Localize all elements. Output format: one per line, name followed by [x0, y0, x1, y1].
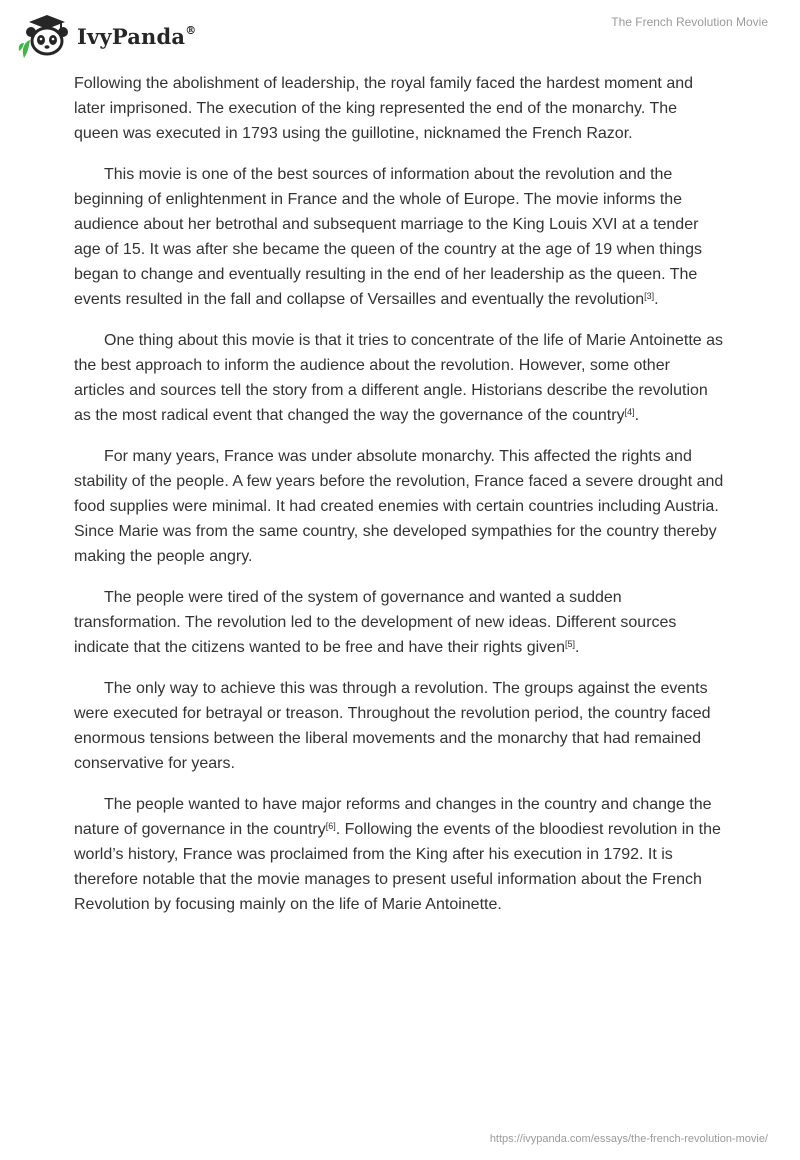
paragraph: For many years, France was under absolute monarchy. This affected the rights and stability of the people. A few years before the revolution, France faced a severe drought and food supplies were minimal. It had created enemies with certain countries including Austria. Since Marie was from the same country, she developed sympathies for the country thereby making the people angry.	[74, 448, 724, 565]
citation-ref[interactable]: [3]	[644, 291, 655, 301]
paragraph: The only way to achieve this was through a revolution. The groups against the events were executed for betrayal or treason. Throughout the revolution period, the country faced enormous tensions between the liberal movements and the monarchy that had remained conservative for years.	[74, 680, 711, 772]
citation-ref[interactable]: [6]	[325, 821, 336, 831]
paragraph: This movie is one of the best sources of information about the revolution and the beginning of enlightenment in France and the whole of Europe. The movie informs the audience about her betrothal and subsequent marriage to the King Louis XVI at a tender age of 15. It was after she became the queen of the country at the age of 19 when things began to change and eventually resulting in the end of her leadership as the queen. The events resulted in the fall and collapse of Versailles and eventually the revolution[3].	[74, 166, 702, 308]
panda-graduate-icon	[15, 12, 71, 60]
paragraph: Following the abolishment of leadership, the royal family faced the hardest moment and later imprisoned. The execution of the king represented the end of the monarchy. The queen was executed in 1793 using the guillotine, nicknamed the French Razor.	[74, 75, 694, 142]
essay-body	[74, 71, 724, 933]
paragraph: The people wanted to have major reforms and changes in the country and change the nature of governance in the country[6]. Following the events of the bloodiest revolution in the world’s history, France was proclaimed from the King after his execution in 1792. It is therefore notable that the movie manages to present useful information about the French Revolution by focusing mainly on the life of Marie Antoinette.	[74, 796, 721, 913]
brand-name: IvyPanda®	[77, 23, 197, 49]
paragraph: One thing about this movie is that it tries to concentrate of the life of Marie Antoinette as the best approach to inform the audience about the revolution. However, some other articles and sources tell the story from a different angle. Historians describe the revolution as the most radical event that changed the way the governance of the country[4].	[74, 332, 724, 424]
page-header	[0, 0, 800, 70]
citation-ref[interactable]: [4]	[624, 407, 635, 417]
footer-url[interactable]: https://ivypanda.com/essays/the-french-revolution-movie/	[489, 1133, 768, 1145]
citation-ref[interactable]: [5]	[564, 639, 575, 649]
document-title: The French Revolution Movie	[611, 15, 768, 29]
paragraph: The people were tired of the system of governance and wanted a sudden transformation. The revolution led to the development of new ideas. Different sources indicate that the citizens wanted to be free and have their rights given[5].	[74, 589, 677, 656]
ivypanda-logo[interactable]	[15, 8, 215, 64]
